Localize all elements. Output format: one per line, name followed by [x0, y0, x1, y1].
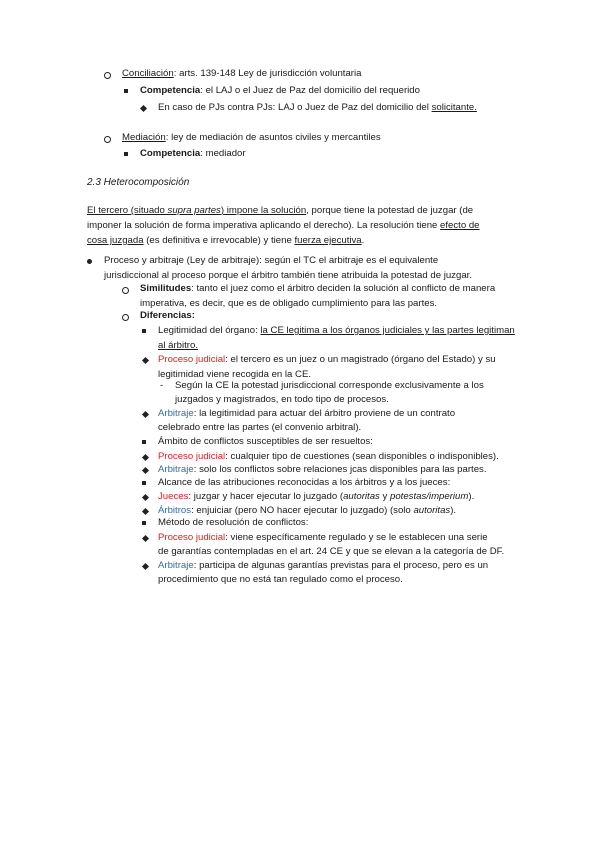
square-bullet-icon: [124, 89, 128, 93]
diamond-bullet-icon: [142, 411, 149, 418]
circle-bullet-icon: [122, 314, 129, 321]
metodo-title: Método de resolución de conflictos:: [158, 517, 309, 528]
diamond-bullet-icon: [142, 467, 149, 474]
bullet-dot-icon: [87, 259, 92, 264]
conciliacion-title: Conciliación: [122, 68, 174, 79]
circle-bullet-icon: [104, 136, 111, 143]
diamond-bullet-icon: [142, 357, 149, 364]
intro-line-2: imponer la solución de forma imperativa aplicando el derecho). La resolución tiene efecto de: [87, 220, 480, 231]
diamond-bullet-icon: [142, 508, 149, 515]
legit-pj-line-2: legitimidad viene recogida en la CE.: [158, 369, 312, 380]
ambito-pj: Proceso judicial: cualquier tipo de cuestiones (sean disponibles o indisponibles).: [158, 451, 499, 462]
circle-bullet-icon: [104, 72, 111, 79]
alcance-title: Alcance de las atribuciones reconocidas a los árbitros y a los jueces:: [158, 477, 451, 488]
proceso-line-2: jurisdiccional al proceso porque el árbitro también tiene atribuida la potestad de juzgar.: [104, 270, 472, 281]
intro-line-3: cosa juzgada (es definitiva e irrevocable) y tiene fuerza ejecutiva.: [87, 235, 365, 246]
similitudes-line-2: imperativa, es decir, que es de obligado cumplimiento para las partes.: [140, 298, 438, 309]
alcance-arbitros: Árbitros: enjuiciar (pero NO hacer ejecutar lo juzgado) (solo autoritas).: [158, 505, 457, 516]
legitimidad-line-2: al árbitro.: [158, 340, 198, 351]
proceso-line-1: Proceso y arbitraje (Ley de arbitraje): según el TC el arbitraje es el equivalente: [104, 255, 439, 266]
legitimidad-line-1: Legitimidad del órgano: la CE legitima a los órganos judiciales y las partes legitiman: [158, 325, 515, 336]
metodo-arb-line-2: procedimiento que no está tan regulado como el proceso.: [158, 574, 403, 585]
diferencias-title: Diferencias:: [140, 310, 195, 321]
square-bullet-icon: [124, 152, 128, 156]
mediacion-item: Mediación: ley de mediación de asuntos civiles y mercantiles: [122, 132, 381, 143]
legit-arb-line-1: Arbitraje: la legitimidad para actuar del árbitro proviene de un contrato: [158, 408, 456, 419]
similitudes-line-1: Similitudes: tanto el juez como el árbitro deciden la solución al conflicto de manera: [140, 283, 496, 294]
legit-arb-line-2: celebrado entre las partes (el convenio arbitral).: [158, 422, 362, 433]
ce-line-2: juzgados y magistrados, en todo tipo de procesos.: [175, 394, 389, 405]
square-bullet-icon: [142, 521, 146, 525]
conciliacion-pjs: En caso de PJs contra PJs: LAJ o Juez de Paz del domicilio del solicitante.: [158, 102, 477, 113]
circle-bullet-icon: [122, 287, 129, 294]
legit-pj-line-1: Proceso judicial: el tercero es un juez o un magistrado (órgano del Estado) y su: [158, 354, 496, 365]
square-bullet-icon: [142, 481, 146, 485]
square-bullet-icon: [142, 440, 146, 444]
mediacion-competencia: Competencia: mediador: [140, 148, 246, 159]
conciliacion-item: Conciliación: arts. 139-148 Ley de jurisdicción voluntaria: [122, 68, 362, 79]
metodo-arb-line-1: Arbitraje: participa de algunas garantías previstas para el proceso, pero es un: [158, 560, 489, 571]
diamond-bullet-icon: [142, 535, 149, 542]
metodo-pj-line-2: de garantías contempladas en el art. 24 CE y que se elevan a la categoría de DF.: [158, 546, 505, 557]
diamond-bullet-icon: [142, 454, 149, 461]
ce-line-1: Según la CE la potestad jurisdiccional corresponde exclusivamente a los: [175, 380, 484, 391]
ambito-title: Ámbito de conflictos susceptibles de ser resueltos:: [158, 436, 373, 447]
arbitraje-label: Arbitraje: [158, 408, 194, 419]
section-heading: 2.3 Heterocomposición: [87, 177, 190, 188]
square-bullet-icon: [142, 329, 146, 333]
dash-bullet: -: [160, 380, 164, 391]
diamond-bullet-icon: [142, 494, 149, 501]
conciliacion-competencia: Competencia: el LAJ o el Juez de Paz del domicilio del requerido: [140, 85, 420, 96]
alcance-jueces: Jueces: juzgar y hacer ejecutar lo juzgado (autoritas y potestas/imperium).: [158, 491, 475, 502]
intro-line-1: El tercero (situado supra partes) impone la solución, porque tiene la potestad de juzgar (de: [87, 205, 474, 216]
proceso-judicial-label: Proceso judicial: [158, 354, 226, 365]
mediacion-title: Mediación: [122, 132, 166, 143]
metodo-pj-line-1: Proceso judicial: viene específicamente regulado y se le establecen una serie: [158, 532, 488, 543]
diamond-bullet-icon: [140, 105, 147, 112]
ambito-arb: Arbitraje: solo los conflictos sobre relaciones jcas disponibles para las partes.: [158, 464, 487, 475]
diamond-bullet-icon: [142, 563, 149, 570]
